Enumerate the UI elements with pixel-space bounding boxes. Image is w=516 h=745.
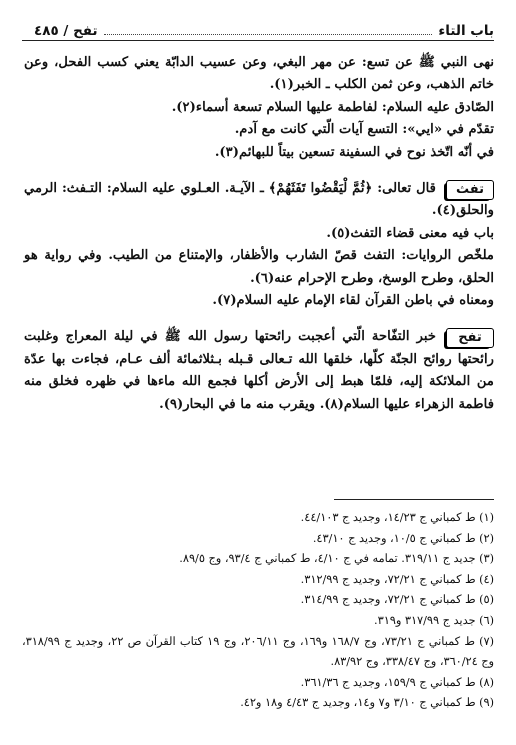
footnote: (٢) ط كمباني ج ١٠/٥، وجديد ج ٤٣/١٠. bbox=[312, 531, 494, 545]
paragraph: نهى النبي ﷺ عن تسع: عن مهر البغي، وعن عسيب الدابّة يعني كسب الفحل، وعن خاتم الذهب، وعن ثمن الكلب ـ الخبر(١). bbox=[24, 55, 494, 93]
paragraph: ومعناه في باطن القرآن لقاء الإمام عليه السلام(٧). bbox=[212, 293, 494, 309]
paragraph: تقدّم في «ايي»: التسع آيات الّتي كانت مع آدم. bbox=[234, 122, 494, 138]
chapter-title: باب التاء bbox=[438, 23, 494, 39]
entry-heading-box bbox=[444, 328, 494, 348]
entry-text: قال تعالى: ﴿ثُمَّ لْيَقْضُوا تَفَثَهُمْ﴾ ـ الآيـة. العـلوي عليه السلام: التـفث: الرمي والحلق(٤). bbox=[24, 181, 494, 219]
entry-heading-box bbox=[444, 180, 494, 200]
entry-tafah bbox=[24, 326, 494, 416]
footnote: (٨) ط كمباني ج ١٥٩/٩، وجديد ج ٣٦١/٣٦. bbox=[300, 675, 494, 689]
footnote: (٧) ط كمباني ج ٧٣/٢١، وج ١٦٨/٧ و١٦٩، وج ٢٠٦/١١، وج ١٩ كتاب القرآن ص ٢٢، وجديد ج ٣١٨/٩٩، وج ٣٦٠/٢٤، وج ٣٣٨/٤٧، وج ٨٣/٩٢. bbox=[22, 634, 495, 669]
entry-tafath bbox=[24, 178, 494, 223]
entry-text: خبر التفّاحة الّتي أعجبت رائحتها رسول الله ﷺ في ليلة المعراج وغلبت رائحتها روائح الجنّة كلّها، خلقها الله تـعالى قـبله بـثلاثمائة ألف عـام، فجاءت بها عدّة من الملائكة إليه، فلمّا هبط إلى الأرض أكلها فجمع الله ماءها في ظهره فخلق منه فاطمة الزهراء عليها السلام(٨). ويقرب منه ما في البحار(٩). bbox=[24, 329, 494, 412]
main-text bbox=[24, 52, 494, 416]
paragraph: الصّادق عليه السلام: لفاطمة عليها السلام تسعة أسماء(٢). bbox=[171, 99, 494, 115]
paragraph: باب فيه معنى قضاء التفث(٥). bbox=[326, 225, 494, 241]
paragraph: في أنّه اتّخذ نوح في السفينة تسعين بيتاً للبهائم(٣). bbox=[214, 144, 494, 160]
footnote: (٦) جديد ج ٣١٧/٩٩ و٣١٩. bbox=[374, 613, 494, 627]
header-dot-leader bbox=[104, 33, 433, 35]
header-rule bbox=[22, 40, 494, 41]
page-reference: تفح / ٤٨٥ bbox=[34, 23, 98, 39]
footnote: (١) ط كمباني ج ١٤/٢٣، وجديد ج ٤٤/١٠٣. bbox=[300, 511, 494, 524]
footnote: (٤) ط كمباني ج ٧٢/٢١، وجديد ج ٣١٢/٩٩. bbox=[300, 572, 494, 586]
footnotes bbox=[22, 508, 494, 714]
footnote-separator bbox=[334, 499, 494, 500]
footnote: (٥) ط كمباني ج ٧٢/٢١، وجديد ج ٣١٤/٩٩. bbox=[300, 593, 494, 607]
entry-heading: تفث bbox=[446, 180, 494, 200]
footnote: (٩) ط كمباني ج ٣/١٠ و٧ و١٤، وجديد ج ٤/٤٣ و١٨ و٤٢. bbox=[240, 696, 494, 710]
footnote: (٣) جديد ج ٣١٩/١١. تمامه في ج ٤/١٠، ط كمباني ج ٩٣/٤، وج ٨٩/٥. bbox=[179, 552, 494, 566]
paragraph: ملخّص الروايات: التفث قصّ الشارب والأظفار، والإمتناع من الطيب. وفي رواية هو الحلق، وطرح الوسخ، وطرح الإحرام عنه(٦). bbox=[24, 248, 494, 286]
entry-heading: تفح bbox=[446, 328, 494, 348]
running-header bbox=[34, 17, 494, 39]
